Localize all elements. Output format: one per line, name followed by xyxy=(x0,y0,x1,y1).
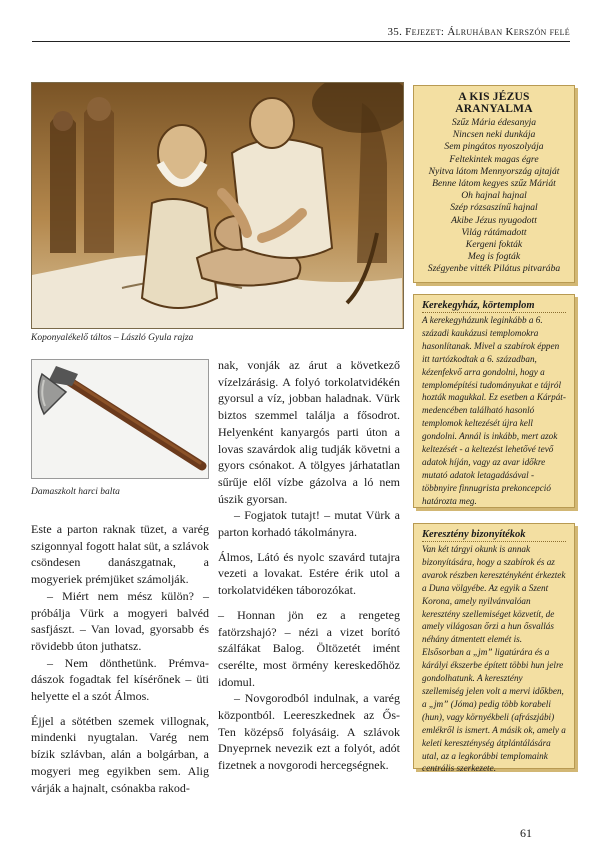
illustration-caption: Koponyalékelő táltos – László Gyula rajza xyxy=(31,333,194,343)
poem-box xyxy=(413,85,575,283)
sidebar-text: Van két tárgyi okunk is annak bizonyítására, hogy a szabírok és az avarok részben keresztényként érkeztek a Duna völgyébe. Az egyik a Szent Korona, amely nyilvánvalóan keresztény szellemiséget közvetít, de amely világosan őrzi a hun ősvallás néhány átmentett elemét is. Elsősorban a „jm” ligatúrára és a kárályi ékszerbe épített többi hun jelre gondolhatunk. A keresztény szellemiség jelen volt a mervi időkben, a „jm” (Jóma) pedig több korabeli (hun), vagy környékbeli (afrászjábi) emlékről is ismert. A másik ok, amely a keleti kereszténység átplántálására utal, az a legkorábbi templomaink centrális szerkezete. xyxy=(422,544,566,774)
axe-caption: Damaszkolt harci balta xyxy=(31,487,120,497)
axe-photo xyxy=(31,359,209,479)
header-rule xyxy=(32,41,570,42)
poem-line: Benne látom kegyes szűz Máriát xyxy=(432,178,556,190)
page-number: 61 xyxy=(520,826,532,840)
poem-line: Nincsen neki dunkája xyxy=(452,129,536,141)
paragraph: – Nem dönthetünk. Prémvadászok fogadtak fel kísérőnek – üti helyette el a szót Álmos. xyxy=(31,655,209,704)
chapter-header: 35. Fejezet: Álruhában Kerszón felé xyxy=(387,26,570,38)
text-column-left xyxy=(31,521,209,796)
sidebar-title: Keresztény bizonyítékok xyxy=(422,529,566,542)
paragraph: Álmos, Látó és nyolc szavárd tutajra vezeti a lovakat. Estére érik utol a torkolatvidéken táborozókat. xyxy=(218,549,400,598)
paragraph: Este a parton raknak tüzet, a varég szigonnyal fogott halat süt, a szlávok csöndesen danászgatnak, a mogyeriek prémjüket számolják. xyxy=(31,522,209,587)
poem-title: A KIS JÉZUS ARANYALMA xyxy=(455,91,533,115)
poem-line: Nyitva látom Mennyország ajtaját xyxy=(428,165,560,177)
sidebar-box-church xyxy=(413,294,575,508)
sidebar-title: Kerekegyház, körtemplom xyxy=(422,300,566,313)
poem-line: Sem pingátos nyoszolyája xyxy=(444,141,544,153)
poem-line: Világ rátámadott xyxy=(461,226,527,238)
poem-line: Szégyenbe vitték Pilátus pitvarába xyxy=(427,263,561,275)
poem-line: Feltekintek magas égre xyxy=(449,153,539,165)
paragraph: – Honnan jön ez a rengeteg fatörzshajó? – nézi a vizet borító szálfákat Balog. Öltözetét imént cserélte, most örmény kereskedőhöz idomul. xyxy=(218,607,400,689)
sidebar-box-evidence xyxy=(413,523,575,774)
paragraph: – Fogjatok tutajt! – mutat Vürk a parton korhadó tákolmányra. xyxy=(218,508,400,540)
poem-line: Szűz Mária édesanyja xyxy=(451,117,537,128)
poem-line: Oh hajnal hajnal xyxy=(461,190,527,202)
paragraph: Éjjel a sötétben szemek villognak, mindenki nyugtalan. Varég nem bízik szlávban, alán a bolgárban, a mogyeri meg egyikben sem. Alig várják a hajnalt, csónakba rakod- xyxy=(31,713,209,795)
poem-line: Akibe Jézus nyugodott xyxy=(451,214,537,226)
poem-line: Meg is fogták xyxy=(467,251,521,263)
illustration-shaman-trepanation xyxy=(31,82,404,329)
paragraph: nak, vonják az árut a következő vízelzárásig. A folyó torkolatvidékén gyorsul a víz, jobban haladnak. Vürk biztos szemmel találja a fősodrot. Helyenként kanyargós parti úton a lovas szavárdok alig tudják követni a gyors csónakot. A tölgyes járhatatlan sűrűje elől vízbe gázolva a ló nem úszik gyorsan. xyxy=(218,358,400,506)
sidebar-text: A kerekegyházunk leginkább a 6. századi kaukázusi templomokra hasonlítanak. Mivel a szabírok éppen itt tartózkodtak a 6. században, kézenfekvő arra gondolni, hogy a templomépítési tudományukat e tájról hozták magukkal. Ez esetben a Kárpát-medencében található hasonló templomok keltezését újra kell gondolni. Annál is inkább, mert azok keltezését - a keltezést lehetővé tevő adatok híján, vagy az avar időkre mutató adatok letagadásával - többnyire finnugrista prekoncepció határozta meg. xyxy=(422,315,566,506)
paragraph: – Miért nem mész külön? – próbálja Vürk a mogyeri balvéd sasfjászt. – Van lovad, gyorsabb és rövidebb úton juthatsz. xyxy=(31,588,209,653)
poem-line: Kergeni fokták xyxy=(465,239,523,251)
text-column-middle xyxy=(218,357,400,774)
paragraph: – Novgorodból indulnak, a varég központból. Leereszkednek az Ős-Ten középső folyásáig. A szlávok Dnyeprnek nevezik ezt a folyót, adót fizetnek a novgorodi hercegségnek. xyxy=(218,691,400,773)
poem-line: Szép rózsaszínű hajnal xyxy=(450,202,538,214)
